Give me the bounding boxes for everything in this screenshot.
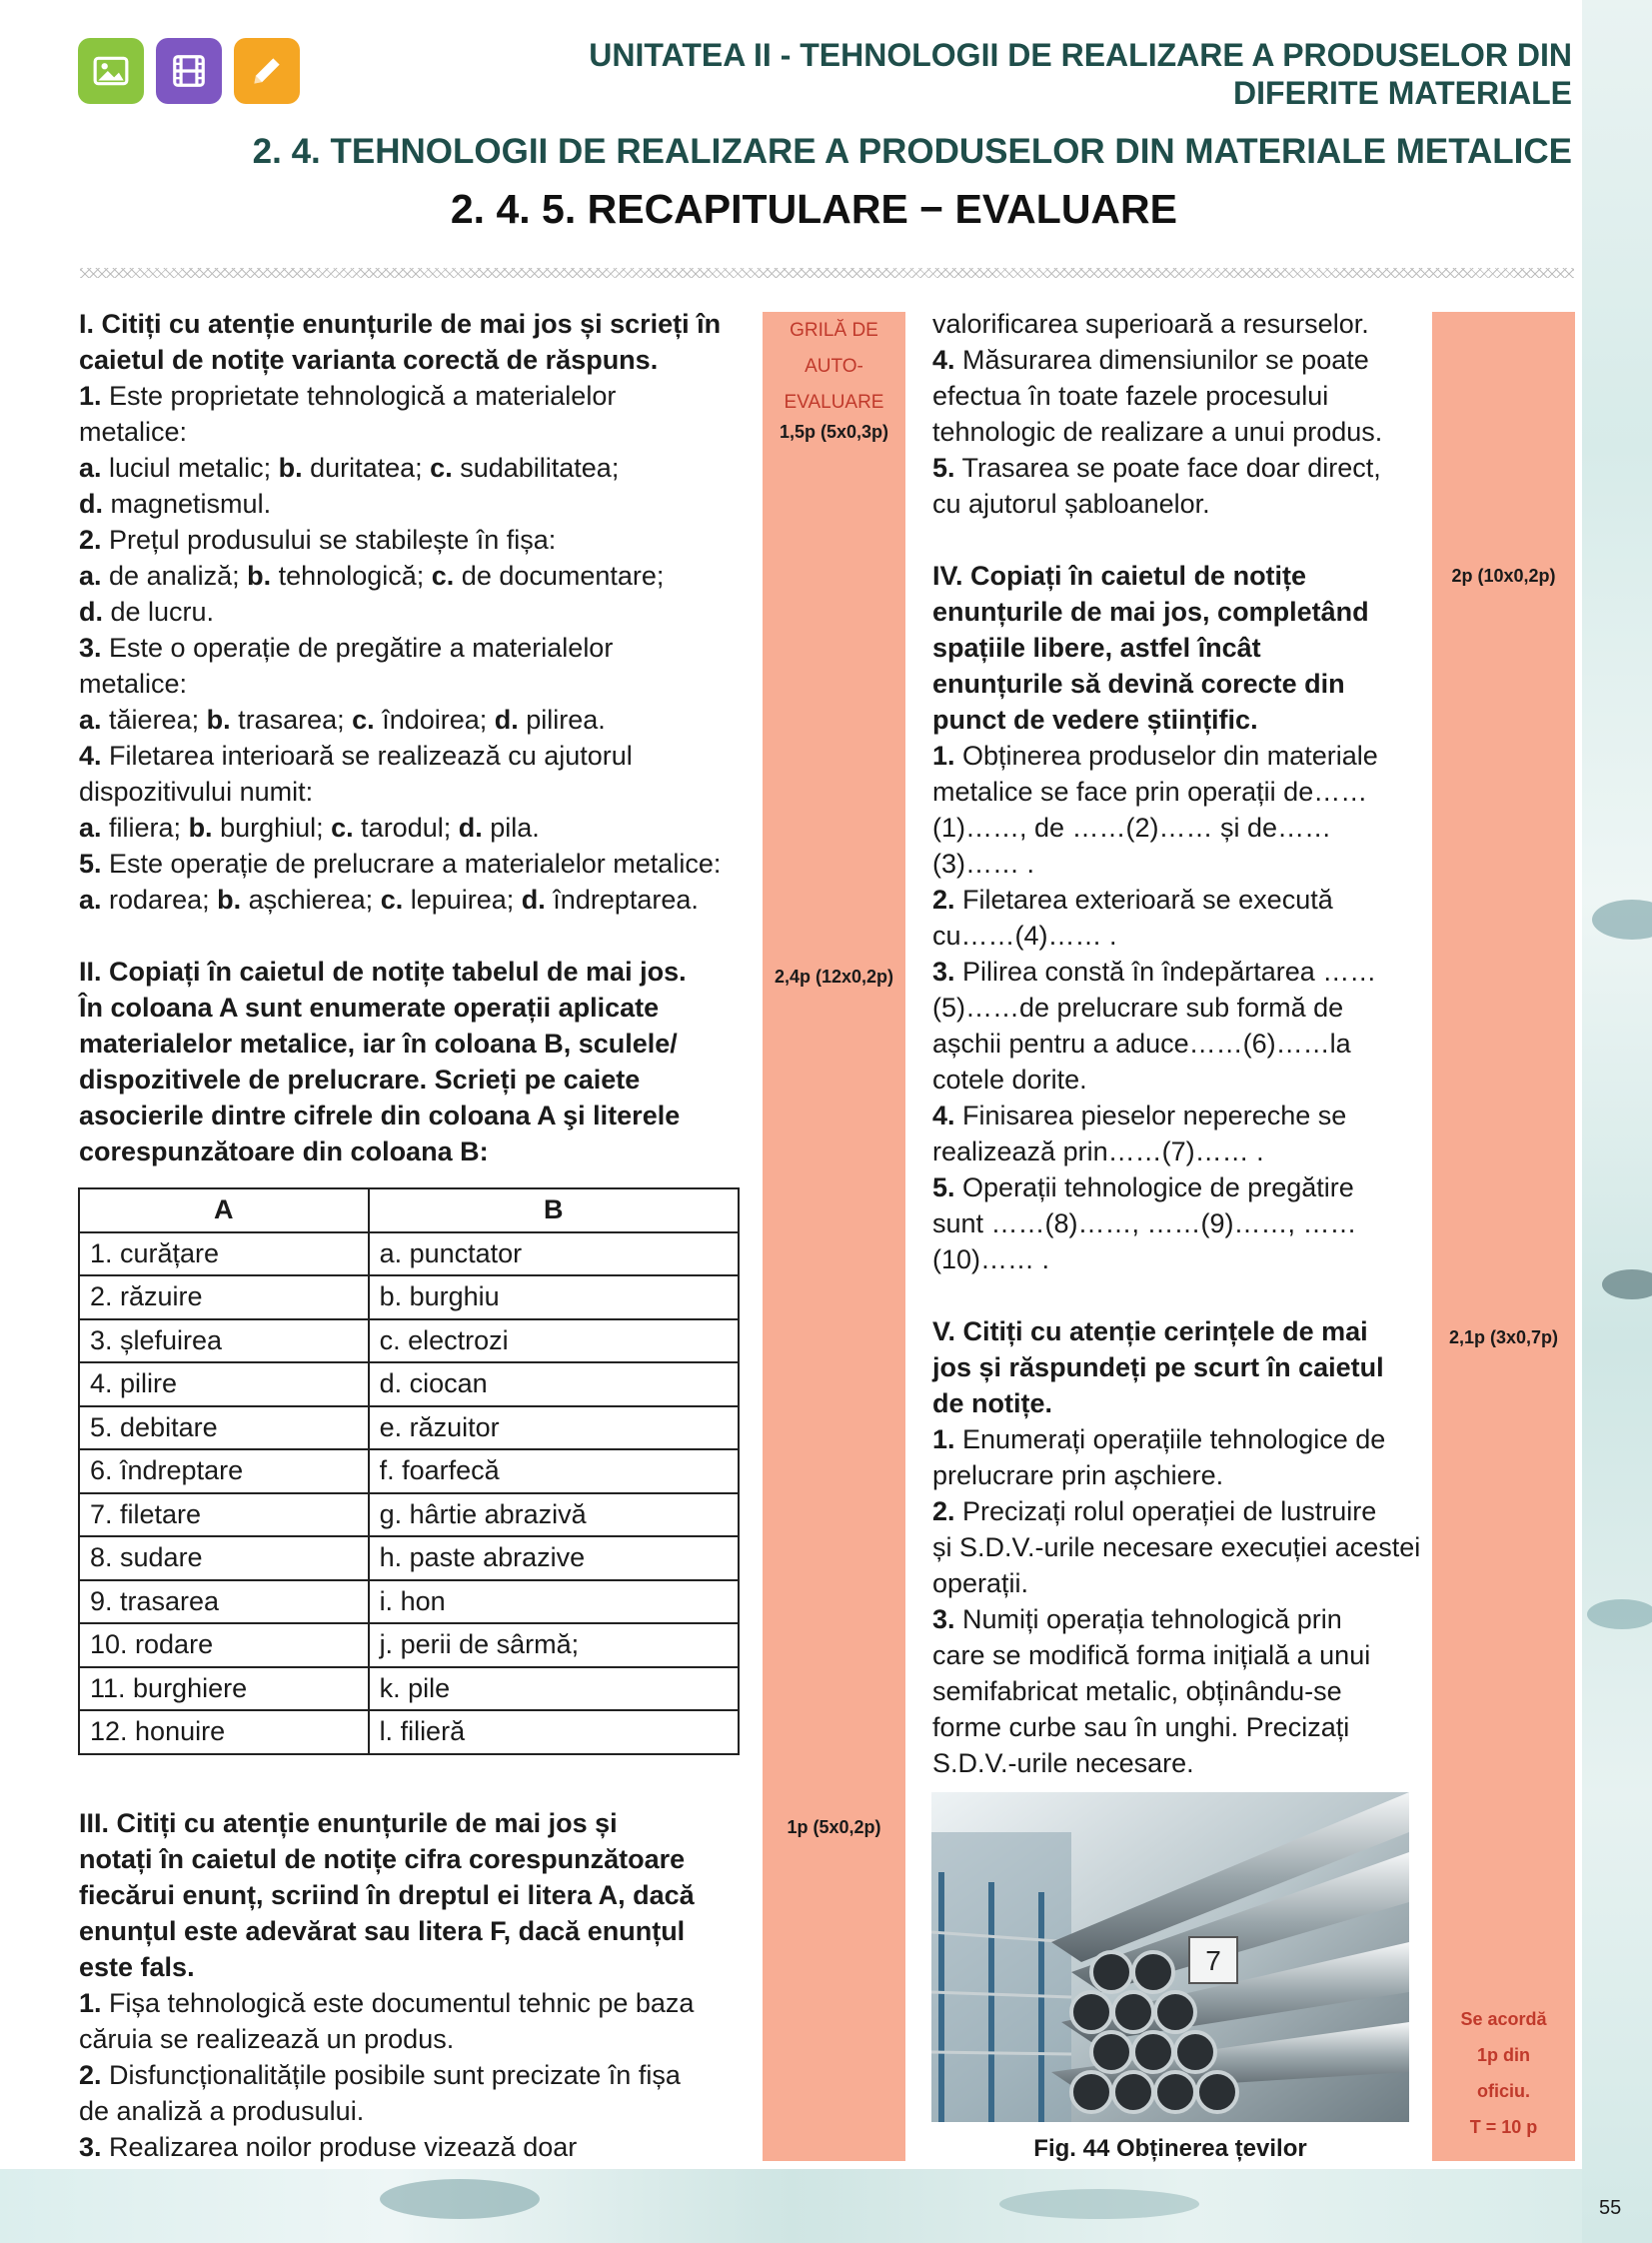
office-points-note xyxy=(1432,2001,1575,2145)
office-points-line3: oficiu. xyxy=(1477,2081,1530,2101)
table-cell-a: 8. sudare xyxy=(79,1536,369,1580)
fill-item-5: 5. Operații tehnologice de pregătire xyxy=(932,1172,1354,1202)
task-3-cont: S.D.V.-urile necesare. xyxy=(932,1748,1194,1778)
table-cell-b: b. burghiu xyxy=(369,1275,739,1319)
grading-grid-label xyxy=(763,313,905,421)
association-table xyxy=(78,1187,740,1755)
section-2-title-line5: asocierile dintre cifrele din coloana A şi literele xyxy=(79,1101,681,1130)
table-row xyxy=(79,1580,739,1624)
pipes-illustration xyxy=(931,1792,1409,2122)
table-row xyxy=(79,1275,739,1319)
table-cell-a: 3. șlefuirea xyxy=(79,1319,369,1363)
table-cell-b: c. electrozi xyxy=(369,1319,739,1363)
table-row xyxy=(79,1623,739,1667)
question-1-options-cont: d. magnetismul. xyxy=(79,489,272,519)
question-3-cont: metalice: xyxy=(79,669,188,699)
image-icon[interactable] xyxy=(78,38,144,104)
score-section-2: 2,4p (12x0,2p) xyxy=(774,967,894,987)
column-a-header: A xyxy=(79,1188,369,1232)
question-3: 3. Este o operație de pregătire a materialelor xyxy=(79,633,614,663)
table-cell-a: 6. îndreptare xyxy=(79,1449,369,1493)
task-1: 1. Enumerați operațiile tehnologice de xyxy=(932,1424,1386,1454)
table-cell-a: 7. filetare xyxy=(79,1493,369,1537)
statement-5-cont: cu ajutorul șabloanelor. xyxy=(932,489,1210,519)
office-points-line1: Se acordă xyxy=(1460,2009,1547,2029)
column-b-header: B xyxy=(369,1188,739,1232)
task-2-cont: și S.D.V.-urile necesare execuției acestei xyxy=(932,1532,1421,1562)
table-header-row xyxy=(79,1188,739,1232)
table-row xyxy=(79,1319,739,1363)
fill-item-4: 4. Finisarea pieselor nepereche se xyxy=(932,1101,1347,1130)
section-2-title-line6: corespunzătoare din coloana B: xyxy=(79,1136,489,1166)
table-row xyxy=(79,1493,739,1537)
table-cell-b: k. pile xyxy=(369,1667,739,1711)
section-3-title-line2: notați în caietul de notițe cifra corespunzătoare xyxy=(79,1844,686,1874)
grading-band-left xyxy=(763,312,905,2161)
figure-caption: Fig. 44 Obținerea țevilor xyxy=(1033,2135,1307,2162)
unit-title-line2: DIFERITE MATERIALE xyxy=(1233,75,1572,111)
grading-band-right xyxy=(1432,312,1575,2161)
fill-item-1-cont: (3)…… . xyxy=(932,849,1035,879)
grading-grid-label-line1: GRILĂ DE xyxy=(790,320,878,341)
question-2-options-cont: d. de lucru. xyxy=(79,597,215,627)
section-3-title-line1: III. Citiți cu atenție enunțurile de mai jos și xyxy=(79,1808,618,1838)
question-3-options: a. tăierea; b. trasarea; c. îndoirea; d. pilirea. xyxy=(79,705,606,735)
section-3 xyxy=(79,1805,759,2165)
fill-item-1: 1. Obținerea produselor din materiale xyxy=(932,741,1378,771)
pencil-icon[interactable] xyxy=(234,38,300,104)
pipe-bundle-label: 7 xyxy=(1205,1945,1221,1976)
statement-4-cont2: tehnologic de realizare a unui produs. xyxy=(932,417,1383,447)
table-cell-b: d. ciocan xyxy=(369,1362,739,1406)
section-1-title-line1: I. Citiți cu atenție enunțurile de mai jos și scrieți în xyxy=(79,309,722,339)
fill-item-5-cont: sunt ……(8)……, ……(9)……, …… xyxy=(932,1208,1357,1238)
statement-3-cont: valorificarea superioară a resurselor. xyxy=(932,309,1369,339)
section-3-title-line3: fiecărui enunț, scriind în dreptul ei litera A, dacă xyxy=(79,1880,695,1910)
table-cell-a: 4. pilire xyxy=(79,1362,369,1406)
table-cell-b: j. perii de sârmă; xyxy=(369,1623,739,1667)
section-4-title-line2: enunțurile de mai jos, completând xyxy=(932,597,1369,627)
film-icon[interactable] xyxy=(156,38,222,104)
table-cell-b: g. hârtie abrazivă xyxy=(369,1493,739,1537)
question-5: 5. Este operație de prelucrare a materialelor metalice: xyxy=(79,849,722,879)
score-section-3: 1p (5x0,2p) xyxy=(787,1817,881,1837)
question-2: 2. Prețul produsului se stabilește în fișa: xyxy=(79,525,557,555)
section-5-title-line1: V. Citiți cu atenție cerințele de mai xyxy=(932,1316,1368,1346)
table-cell-a: 10. rodare xyxy=(79,1623,369,1667)
section-1 xyxy=(79,306,759,1169)
statement-3: 3. Realizarea noilor produse vizează doar xyxy=(79,2132,578,2162)
section-3-title-line5: este fals. xyxy=(79,1952,195,1982)
table-cell-a: 9. trasarea xyxy=(79,1580,369,1624)
subsection-title: 2. 4. 5. RECAPITULARE − EVALUARE xyxy=(450,186,1177,232)
fill-item-4-cont: realizează prin……(7)…… . xyxy=(932,1136,1264,1166)
question-5-options: a. rodarea; b. așchierea; c. lepuirea; d. îndreptarea. xyxy=(79,885,699,915)
task-3-cont: semifabricat metalic, obținându-se xyxy=(932,1676,1342,1706)
fill-item-3: 3. Pilirea constă în îndepărtarea …… xyxy=(932,957,1377,987)
office-points-total: T = 10 p xyxy=(1469,2117,1538,2137)
table-row xyxy=(79,1536,739,1580)
right-column xyxy=(932,306,1432,1781)
section-4-title-line5: punct de vedere științific. xyxy=(932,705,1258,735)
statement-2-cont: de analiză a produsului. xyxy=(79,2096,365,2126)
table-cell-b: i. hon xyxy=(369,1580,739,1624)
statement-4-cont: efectua în toate fazele procesului xyxy=(932,381,1329,411)
question-4-options: a. filiera; b. burghiul; c. tarodul; d. pila. xyxy=(79,813,540,843)
question-1-options: a. luciul metalic; b. duritatea; c. sudabilitatea; xyxy=(79,453,620,483)
statement-2: 2. Disfuncționalitățile posibile sunt precizate în fișa xyxy=(79,2060,681,2090)
table-cell-a: 5. debitare xyxy=(79,1406,369,1450)
fill-item-3-cont: (5)……de prelucrare sub formă de xyxy=(932,993,1344,1023)
table-row xyxy=(79,1406,739,1450)
question-4-cont: dispozitivului numit: xyxy=(79,777,314,807)
task-3: 3. Numiți operația tehnologică prin xyxy=(932,1604,1342,1634)
table-row xyxy=(79,1710,739,1754)
table-cell-a: 11. burghiere xyxy=(79,1667,369,1711)
table-row xyxy=(79,1232,739,1276)
fill-item-1-cont: (1)……, de ……(2)…… și de…… xyxy=(932,813,1332,843)
question-2-options: a. de analiză; b. tehnologică; c. de documentare; xyxy=(79,561,665,591)
question-4: 4. Filetarea interioară se realizează cu ajutorul xyxy=(79,741,633,771)
marble-background-bottom xyxy=(0,2169,1582,2243)
page-number: 55 xyxy=(1599,2197,1622,2219)
fill-item-3-cont: așchii pentru a aduce……(6)……la xyxy=(932,1029,1351,1059)
section-4-title-line4: enunțurile să devină corecte din xyxy=(932,669,1345,699)
task-2-cont: operații. xyxy=(932,1568,1029,1598)
table-cell-b: l. filieră xyxy=(369,1710,739,1754)
section-3-title-line4: enunțul este adevărat sau litera F, dacă enunțul xyxy=(79,1916,686,1946)
table-cell-b: h. paste abrazive xyxy=(369,1536,739,1580)
score-section-5: 2,1p (3x0,7p) xyxy=(1448,1327,1559,1347)
table-cell-b: f. foarfecă xyxy=(369,1449,739,1493)
task-1-cont: prelucrare prin așchiere. xyxy=(932,1460,1224,1490)
section-2-title-line3: materialelor metalice, iar în coloana B, sculele/ xyxy=(79,1029,678,1059)
section-5-title-line3: de notițe. xyxy=(932,1388,1052,1418)
table-cell-a: 12. honuire xyxy=(79,1710,369,1754)
question-1: 1. Este proprietate tehnologică a materialelor xyxy=(79,381,617,411)
section-title: 2. 4. TEHNOLOGII DE REALIZARE A PRODUSELOR DIN MATERIALE METALICE xyxy=(252,132,1572,171)
grading-grid-label-line2: AUTO- xyxy=(805,356,863,377)
score-section-1: 1,5p (5x0,3p) xyxy=(779,422,889,442)
section-2-title-line2: În coloana A sunt enumerate operații aplicate xyxy=(79,993,660,1023)
statement-1-cont: căruia se realizează un produs. xyxy=(79,2024,455,2054)
table-cell-a: 2. răzuire xyxy=(79,1275,369,1319)
statement-1: 1. Fișa tehnologică este documentul tehnic pe baza xyxy=(79,1988,695,2018)
office-points-line2: 1p din xyxy=(1477,2045,1530,2065)
question-1-cont: metalice: xyxy=(79,417,188,447)
task-3-cont: forme curbe sau în unghi. Precizați xyxy=(932,1712,1350,1742)
unit-title xyxy=(589,36,1572,112)
grading-grid-label-line3: EVALUARE xyxy=(784,392,884,413)
table-row xyxy=(79,1449,739,1493)
table-row xyxy=(79,1362,739,1406)
statement-4: 4. Măsurarea dimensiunilor se poate xyxy=(932,345,1369,375)
fill-item-2-cont: cu……(4)…… . xyxy=(932,921,1117,951)
fill-item-3-cont: cotele dorite. xyxy=(932,1065,1087,1095)
section-2-title-line1: II. Copiați în caietul de notițe tabelul de mai jos. xyxy=(79,957,687,987)
fill-item-1-cont: metalice se face prin operații de…… xyxy=(932,777,1368,807)
section-2-title-line4: dispozitivele de prelucrare. Scrieți pe caiete xyxy=(79,1065,641,1095)
table-row xyxy=(79,1667,739,1711)
section-4-title-line1: IV. Copiați în caietul de notițe xyxy=(932,561,1307,591)
score-section-4: 2p (10x0,2p) xyxy=(1451,566,1556,586)
section-1-title-line2: caietul de notițe varianta corectă de răspuns. xyxy=(79,345,659,375)
table-cell-b: e. răzuitor xyxy=(369,1406,739,1450)
fill-item-5-cont: (10)…… . xyxy=(932,1244,1050,1274)
task-3-cont: care se modifică forma inițială a unui xyxy=(932,1640,1371,1670)
statement-5: 5. Trasarea se poate face doar direct, xyxy=(932,453,1381,483)
unit-title-line1: UNITATEA II - TEHNOLOGII DE REALIZARE A PRODUSELOR DIN xyxy=(589,37,1572,73)
pipes-photo xyxy=(931,1792,1409,2122)
marble-background-right xyxy=(1582,0,1652,2243)
table-cell-a: 1. curățare xyxy=(79,1232,369,1276)
section-4-title-line3: spațiile libere, astfel încât xyxy=(932,633,1261,663)
table-cell-b: a. punctator xyxy=(369,1232,739,1276)
separator-line xyxy=(80,268,1574,278)
section-5-title-line2: jos și răspundeți pe scurt în caietul xyxy=(932,1352,1384,1382)
task-2: 2. Precizați rolul operației de lustruire xyxy=(932,1496,1377,1526)
fill-item-2: 2. Filetarea exterioară se execută xyxy=(932,885,1333,915)
